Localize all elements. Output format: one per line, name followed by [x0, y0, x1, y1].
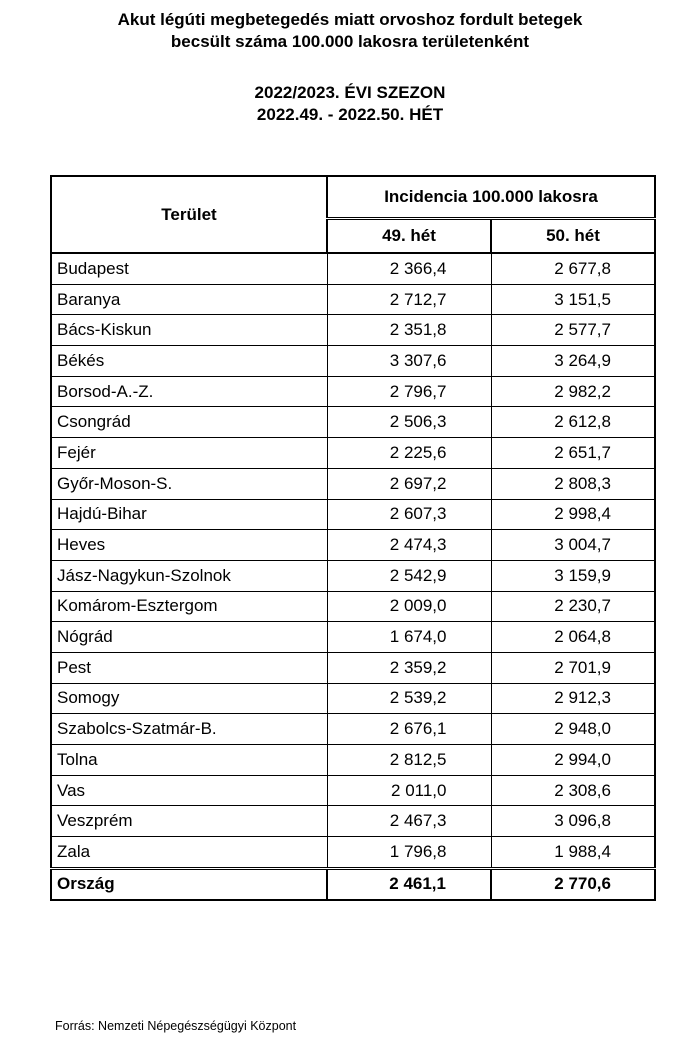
- table-row: [51, 468, 655, 499]
- week-50-cell: 2 308,6: [491, 775, 655, 806]
- week-50-cell: 3 151,5: [491, 284, 655, 315]
- week-49-cell: 2 812,5: [327, 745, 491, 776]
- week-49-cell: 2 796,7: [327, 376, 491, 407]
- week-50-cell: 2 948,0: [491, 714, 655, 745]
- week-49-cell: 2 011,0: [327, 775, 491, 806]
- week-50-cell: 2 912,3: [491, 683, 655, 714]
- area-cell: Tolna: [51, 745, 327, 776]
- table-row: [51, 775, 655, 806]
- title-line-2: becsült száma 100.000 lakosra területenként: [170, 32, 530, 51]
- week-49-cell: 2 225,6: [327, 438, 491, 469]
- area-column-header: Terület: [51, 176, 327, 253]
- table-row: [51, 745, 655, 776]
- week-49-cell: 2 366,4: [327, 253, 491, 284]
- area-cell: Szabolcs-Szatmár-B.: [51, 714, 327, 745]
- source-note: Forrás: Nemzeti Népegészségügyi Központ: [55, 1019, 297, 1033]
- table-row: [51, 346, 655, 377]
- area-cell: Fejér: [51, 438, 327, 469]
- area-cell: Pest: [51, 652, 327, 683]
- title-line-1: Akut légúti megbetegedés miatt orvoshoz fordult betegek: [117, 10, 583, 29]
- week-49-cell: 2 539,2: [327, 683, 491, 714]
- area-cell: Veszprém: [51, 806, 327, 837]
- week-50-cell: 2 230,7: [491, 591, 655, 622]
- week-49-cell: 2 474,3: [327, 530, 491, 561]
- week-49-cell: 2 676,1: [327, 714, 491, 745]
- table-row: [51, 652, 655, 683]
- total-week-50: 2 770,6: [491, 868, 655, 900]
- week-50-cell: 3 159,9: [491, 560, 655, 591]
- area-cell: Borsod-A.-Z.: [51, 376, 327, 407]
- week-49-cell: 2 712,7: [327, 284, 491, 315]
- area-cell: Heves: [51, 530, 327, 561]
- area-cell: Somogy: [51, 683, 327, 714]
- week-50-header: 50. hét: [491, 219, 655, 253]
- week-50-cell: 3 264,9: [491, 346, 655, 377]
- week-49-cell: 2 506,3: [327, 407, 491, 438]
- week-50-cell: 2 677,8: [491, 253, 655, 284]
- incidence-group-header: Incidencia 100.000 lakosra: [327, 176, 655, 219]
- area-cell: Nógrád: [51, 622, 327, 653]
- week-50-cell: 2 998,4: [491, 499, 655, 530]
- subtitle-weeks: 2022.49. - 2022.50. HÉT: [256, 105, 444, 124]
- area-cell: Hajdú-Bihar: [51, 499, 327, 530]
- table-row: [51, 683, 655, 714]
- week-49-cell: 2 359,2: [327, 652, 491, 683]
- table-row: [51, 837, 655, 869]
- total-row: [51, 868, 655, 900]
- week-50-cell: 2 577,7: [491, 315, 655, 346]
- week-50-cell: 1 988,4: [491, 837, 655, 869]
- table-row: [51, 591, 655, 622]
- week-49-cell: 1 796,8: [327, 837, 491, 869]
- total-week-49: 2 461,1: [327, 868, 491, 900]
- week-50-cell: 2 064,8: [491, 622, 655, 653]
- week-49-cell: 1 674,0: [327, 622, 491, 653]
- week-49-cell: 3 307,6: [327, 346, 491, 377]
- week-49-cell: 2 607,3: [327, 499, 491, 530]
- table-row: [51, 438, 655, 469]
- area-cell: Komárom-Esztergom: [51, 591, 327, 622]
- area-cell: Jász-Nagykun-Szolnok: [51, 560, 327, 591]
- area-cell: Vas: [51, 775, 327, 806]
- area-cell: Budapest: [51, 253, 327, 284]
- week-49-cell: 2 697,2: [327, 468, 491, 499]
- incidence-table: [50, 175, 656, 901]
- area-cell: Bács-Kiskun: [51, 315, 327, 346]
- week-50-cell: 2 994,0: [491, 745, 655, 776]
- area-cell: Győr-Moson-S.: [51, 468, 327, 499]
- week-50-cell: 2 701,9: [491, 652, 655, 683]
- week-49-cell: 2 467,3: [327, 806, 491, 837]
- week-50-cell: 2 808,3: [491, 468, 655, 499]
- table-row: [51, 622, 655, 653]
- table-row: [51, 499, 655, 530]
- table-row: [51, 530, 655, 561]
- area-cell: Zala: [51, 837, 327, 869]
- week-49-header: 49. hét: [327, 219, 491, 253]
- table-row: [51, 284, 655, 315]
- table-row: [51, 315, 655, 346]
- table-row: [51, 376, 655, 407]
- total-area: Ország: [51, 868, 327, 900]
- week-50-cell: 3 004,7: [491, 530, 655, 561]
- week-50-cell: 2 612,8: [491, 407, 655, 438]
- table-row: [51, 806, 655, 837]
- area-cell: Csongrád: [51, 407, 327, 438]
- table-row: [51, 253, 655, 284]
- week-50-cell: 2 982,2: [491, 376, 655, 407]
- area-cell: Baranya: [51, 284, 327, 315]
- week-50-cell: 3 096,8: [491, 806, 655, 837]
- week-49-cell: 2 542,9: [327, 560, 491, 591]
- table-row: [51, 560, 655, 591]
- area-cell: Békés: [51, 346, 327, 377]
- table-row: [51, 714, 655, 745]
- table-row: [51, 407, 655, 438]
- week-50-cell: 2 651,7: [491, 438, 655, 469]
- week-49-cell: 2 009,0: [327, 591, 491, 622]
- subtitle-season: 2022/2023. ÉVI SZEZON: [254, 83, 446, 102]
- week-49-cell: 2 351,8: [327, 315, 491, 346]
